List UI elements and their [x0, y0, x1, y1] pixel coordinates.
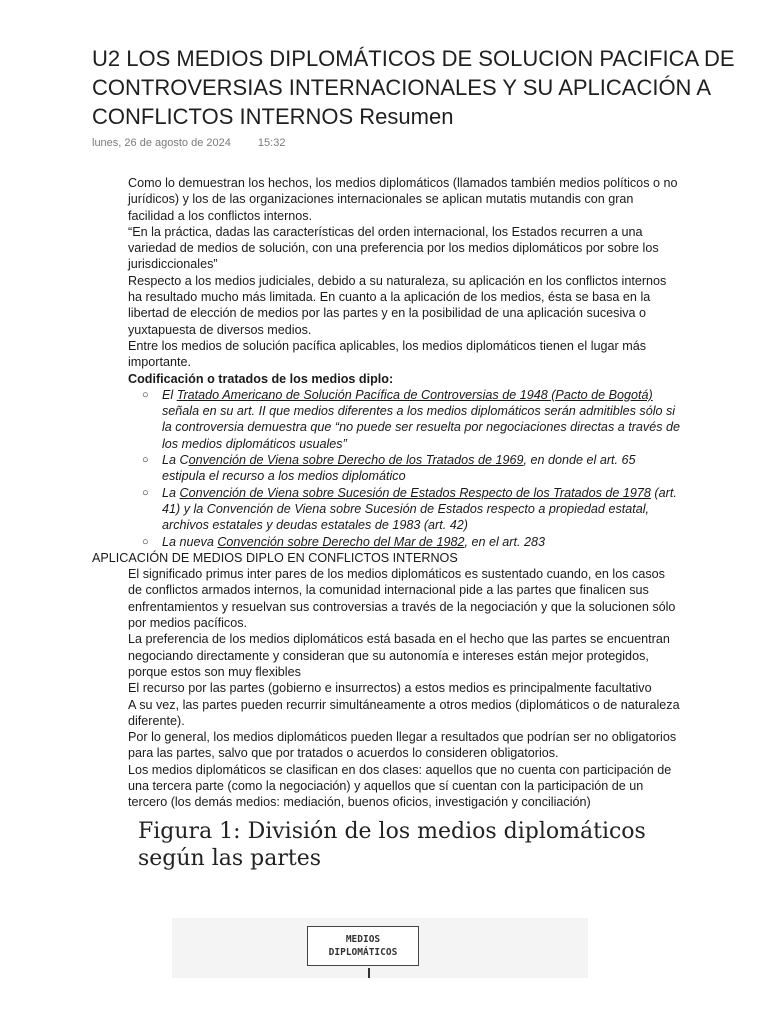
treaty-item: ○ La Convención de Viena sobre Derecho de los Tratados de 1969, en donde el art. 65 estipula el recurso a los medios diplomático: [142, 453, 636, 484]
intro-paragraph: Respecto a los medios judiciales, debido a su naturaleza, su aplicación en los conflictos internos ha resultado mucho más limitada. En cuanto a la aplicación de los medios, ésta se basa en la libertad de elección de medios por las partes y en la posibilidad de una aplicación sucesiva o yuxtapuesta de diversos medios.: [128, 273, 667, 337]
circle-bullet-icon: ○: [142, 535, 149, 548]
note-date: lunes, 26 de agosto de 2024: [92, 137, 231, 149]
intro-paragraph: Como lo demuestran los hechos, los medios diplomáticos (llamados también medios políticos o no jurídicos) y los de las organizaciones internacionales se aplican mutatis mutandis con gran facilidad a los conflictos internos.: [128, 176, 678, 223]
note-time: 15:32: [257, 137, 286, 149]
treaty-item: ○ El Tratado Americano de Solución Pacífica de Controversias de 1948 (Pacto de Bogotá) señala en su art. II que medios diferentes a los medios diplomáticos serán admitibles sólo si la controversia demuestra que “no puede ser resuelta por negociaciones directas a través de los medios diplomáticos usuales”: [142, 387, 681, 451]
codification-heading: Codificación o tratados de los medios diplo:: [128, 371, 394, 386]
section-paragraph: El recurso por las partes (gobierno e insurrectos) a estos medios es principalmente facultativo: [128, 681, 652, 696]
intro-paragraph: “En la práctica, dadas las características del orden internacional, los Estados recurren a una variedad de medios de solución, con una preferencia por los medios diplomáticos por sobre los jurisdiccionales”: [128, 224, 659, 272]
diagram-connector: [368, 968, 370, 978]
figure-caption: [138, 818, 658, 872]
treaty-link[interactable]: Tratado Americano de Solución Pacífica de Controversias de 1948 (Pacto de Bogotá): [176, 387, 653, 402]
page-title: U2 LOS MEDIOS DIPLOMÁTICOS DE SOLUCION PACIFICA DE CONTROVERSIAS INTERNACIONALES Y SU APLICACIÓN A CONFLICTOS INTERNOS Resumen: [92, 46, 735, 129]
treaty-item: ○ La Convención de Viena sobre Sucesión de Estados Respecto de los Tratados de 1978 (art. 41) y la Convención de Viena sobre Sucesión de Estados respecto a propiedad estatal, archivos estatales y deudas estatales de 1983 (art. 42): [142, 485, 677, 533]
section-paragraph: Los medios diplomáticos se clasifican en dos clases: aquellos que no cuenta con participación de una tercera parte (como la negociación) y aquellos que sí cuentan con la participación de un tercero (los demás medios: mediación, buenos oficios, investigación y conciliación): [128, 762, 672, 810]
intro-paragraph: Entre los medios de solución pacífica aplicables, los medios diplomáticos tienen el lugar más importante.: [128, 338, 647, 370]
note-body: [92, 175, 682, 811]
figure-diagram: [172, 918, 588, 978]
treaty-list: [92, 387, 682, 550]
treaty-link[interactable]: Convención de Viena sobre Sucesión de Estados Respecto de los Tratados de 1978: [179, 485, 651, 500]
treaty-link[interactable]: onvención de Viena sobre Derecho de los Tratados de 1969: [188, 453, 524, 468]
section-paragraph: La preferencia de los medios diplomáticos está basada en el hecho que las partes se encuentran negociando directamente y consideran que su autonomía e intereses están mejor protegidos, porque estos son muy flexibles: [128, 632, 670, 679]
section-paragraph: A su vez, las partes pueden recurrir simultáneamente a otros medios (diplomáticos o de naturaleza diferente).: [128, 697, 680, 728]
figure-caption-line: según las partes: [138, 846, 322, 871]
treaty-item: ○ La nueva Convención sobre Derecho del Mar de 1982, en el art. 283: [142, 534, 545, 549]
treaty-link[interactable]: Convención sobre Derecho del Mar de 1982: [217, 534, 465, 549]
circle-bullet-icon: ○: [142, 454, 149, 467]
circle-bullet-icon: ○: [142, 388, 149, 401]
section-paragraph: Por lo general, los medios diplomáticos pueden llegar a resultados que podrían ser no obligatorios para las partes, salvo que por tratados o acuerdos lo consideren obligatorios.: [128, 730, 677, 761]
section-heading: APLICACIÓN DE MEDIOS DIPLO EN CONFLICTOS INTERNOS: [92, 550, 458, 565]
note-meta: [92, 137, 285, 149]
figure-caption-line: Figura 1: División de los medios diplomáticos: [138, 819, 646, 844]
diagram-root-node: MEDIOS DIPLOMÁTICOS: [307, 926, 419, 966]
section-paragraph: El significado primus inter pares de los medios diplomáticos es sustentado cuando, en los casos de conflictos armados internos, la comunidad internacional pide a las partes que finalicen sus enfrentamientos y resuelvan sus controversias a través de la negociación y que la solucionen sólo por medios pacíficos.: [128, 567, 676, 631]
circle-bullet-icon: ○: [142, 486, 149, 499]
